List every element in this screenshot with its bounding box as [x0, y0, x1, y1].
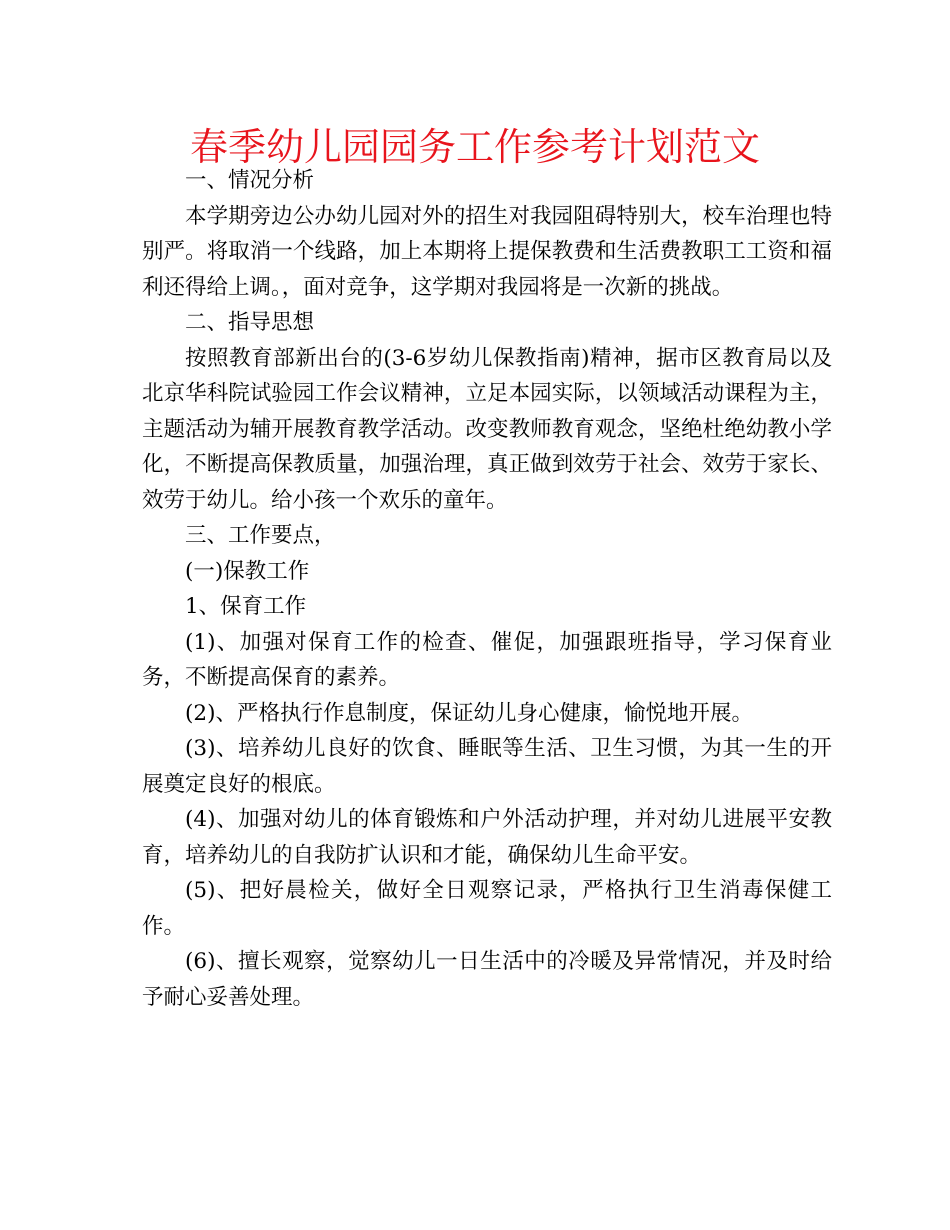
list-item: (1)、加强对保育工作的检查、催促，加强跟班指导，学习保育业务，不断提高保育的素养。: [142, 629, 832, 690]
paragraph: 按照教育部新出台的(3-6岁幼儿保教指南)精神，据市区教育局以及北京华科院试验园工作会议精神，立足本园实际，以领域活动课程为主，主题活动为辅开展教育教学活动。改变教师教育观念，坚绝杜绝幼教小学化，不断提高保教质量，加强治理，真正做到效劳于社会、效劳于家长、效劳于幼儿。给小孩一个欢乐的童年。: [142, 345, 832, 513]
list-item: (4)、加强对幼儿的体育锻炼和户外活动护理，并对幼儿进展平安教育，培养幼儿的自我防扩认识和才能，确保幼儿生命平安。: [142, 807, 832, 868]
section-heading-situation: 一、情况分析: [185, 168, 315, 193]
list-item: (2)、严格执行作息制度，保证幼儿身心健康，愉悦地开展。: [185, 700, 753, 726]
list-item: (6)、擅长观察，觉察幼儿一日生活中的冷暖及异常情况，并及时给予耐心妥善处理。: [142, 949, 832, 1010]
list-item: (5)、把好晨检关，做好全日观察记录，严格执行卫生消毒保健工作。: [142, 878, 832, 939]
document-body: [142, 163, 832, 1015]
subsection-heading: 1、保育工作: [185, 594, 307, 619]
paragraph: 本学期旁边公办幼儿园对外的招生对我园阻碍特别大，校车治理也特别严。将取消一个线路，加上本期将上提保教费和生活费教职工工资和福利还得给上调。，面对竞争，这学期对我园将是一次新的挑战。: [142, 203, 832, 300]
section-heading-guiding-thought: 二、指导思想: [185, 310, 315, 335]
subsection-heading: (一)保教工作: [185, 558, 310, 584]
document-title: 春季幼儿园园务工作参考计划范文: [189, 125, 760, 169]
section-heading-key-points: 三、工作要点，: [185, 523, 336, 548]
list-item: (3)、培养幼儿良好的饮食、睡眠等生活、卫生习惯，为其一生的开展奠定良好的根底。: [142, 736, 832, 797]
